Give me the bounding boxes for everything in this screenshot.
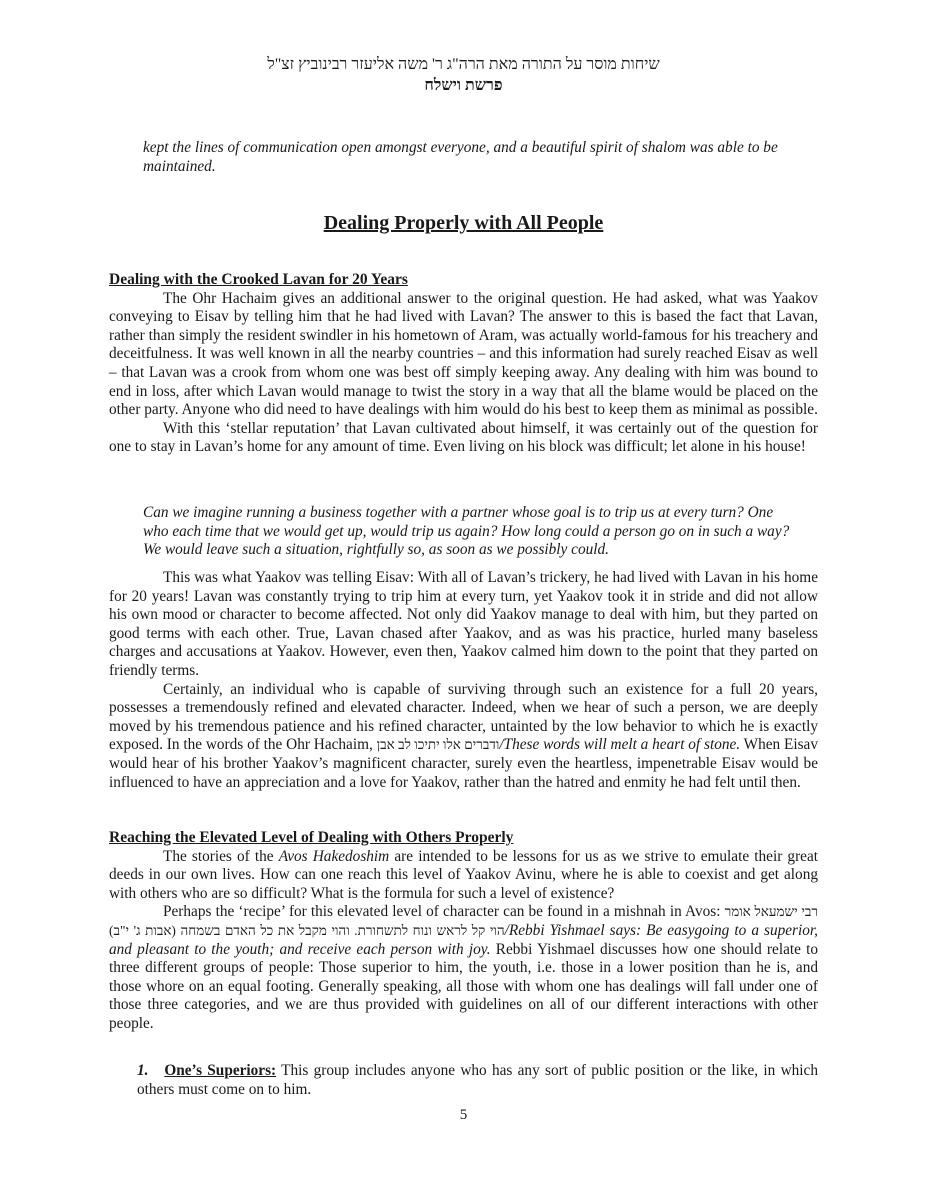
hebrew-quote: רבי ישמעאל אומר הוי קל לראש ונוח לתשחורת. והוי מקבל את כל האדם בשמחה (אבות ג' י"ב) bbox=[109, 904, 818, 938]
section-heading: Dealing with the Crooked Lavan for 20 Years bbox=[109, 271, 408, 288]
text: Perhaps the ‘recipe’ for this elevated level of character can be found in a mishnah in Avos: bbox=[163, 903, 725, 921]
list-label: One’s Superiors: bbox=[164, 1062, 277, 1079]
running-header-parsha: פרשת וישלח bbox=[424, 77, 503, 94]
paragraph bbox=[109, 903, 818, 1033]
list-text: This group includes anyone who has any sort of public position or the like, in which others must come on to him. bbox=[137, 1062, 818, 1098]
text-italic: Avos Hakedoshim bbox=[278, 847, 390, 865]
running-header-author: שיחות מוסר על התורה מאת הרה"ג ר' משה אליעזר רבינוביץ זצ"ל bbox=[267, 56, 660, 73]
translation: /Rebbi Yishmael says: Be easygoing to a superior, and pleasant to the youth; and receive each person with joy. bbox=[109, 921, 818, 958]
paragraph: With this ‘stellar reputation’ that Lavan cultivated about himself, it was certainly out of the question for one to stay in Lavan’s home for any amount of time. Even living on his block was difficult; let alone in his house! bbox=[109, 419, 818, 456]
page-number: 5 bbox=[459, 1107, 468, 1123]
text: Rebbi Yishmael discusses how one should relate to three different groups of people: Those superior to him, the youth, i.e. those in a lower position than he is, and those whore on an equal footing. Generally speaking, all those with whom one has dealings will fall under one of those three categories, and we are thus provided with guidelines on all of our different interactions with other people. bbox=[109, 940, 818, 1032]
text: Certainly, an individual who is capable of surviving through such an existence for a full 20 years, possesses a tremendously refined and elevated character. Indeed, when we hear of such a person, we are deeply moved by his tremendous patience and his refined character, untainted by the low behavior to which he is exactly exposed. In the words of the Ohr Hachaim, bbox=[109, 680, 818, 754]
paragraph bbox=[109, 848, 818, 904]
text: When Eisav would hear of his brother Yaakov’s magnificent character, surely even the heartless, impenetrable Eisav would be influenced to have an appreciation and a love for Yaakov, rather than the hatred and enmity he had felt until then. bbox=[109, 736, 818, 791]
paragraph bbox=[109, 681, 818, 793]
intro-quote: kept the lines of communication open amongst everyone, and a beautiful spirit of shalom was able to be maintained. bbox=[143, 139, 778, 175]
block-quote: Can we imagine running a business together with a partner whose goal is to trip us at every turn? One who each time that we would get up, would trip us again? How long could a person go on in such a way? We would leave such a situation, rightfully so, as soon as we possibly could. bbox=[143, 504, 790, 559]
paragraph: This was what Yaakov was telling Eisav: With all of Lavan’s trickery, he had lived with Lavan in his home for 20 years! Lavan was constantly trying to trip him at every turn, yet Yaakov took it in stride and did not allow his own mood or character to become affected. Not only did Yaakov manage to deal with him, but they parted on good terms with each other. True, Lavan chased after Yaakov, and as was his practice, hurled many baseless charges and accusations at Yaakov. However, even then, Yaakov calmed him down to the point that they parted on friendly terms. bbox=[109, 569, 818, 679]
hebrew-quote: ודברים אלו יתיכו לב אבן bbox=[376, 737, 500, 753]
translation: /These words will melt a heart of stone. bbox=[499, 736, 741, 754]
list-item bbox=[137, 1062, 818, 1099]
section-heading: Reaching the Elevated Level of Dealing with Others Properly bbox=[109, 829, 514, 846]
text: are intended to be lessons for us as we strive to emulate their great deeds in our own lives. How can one reach this level of Yaakov Avinu, where he is able to coexist and get along with others who are so difficult? What is the formula for such a level of existence? bbox=[109, 847, 819, 902]
paragraph: The Ohr Hachaim gives an additional answer to the original question. He had asked, what was Yaakov conveying to Eisav by telling him that he had lived with Lavan? The answer to this is based the fact that Lavan, rather than simply the resident swindler in his hometown of Aram, was actually world-famous for his treachery and deceitfulness. It was well known in all the nearby countries – and this information had surely reached Eisav as well – that Lavan was a crook from whom one was best off simply keeping away. Any dealing with him was bound to end in loss, after which Lavan would manage to twist the story in a way that all the blame would be placed on the other party. Anyone who did need to have dealings with him would do his best to keep them as minimal as possible. bbox=[109, 289, 818, 419]
list-number: 1. bbox=[137, 1062, 149, 1079]
section-1 bbox=[109, 271, 818, 457]
section-1-cont bbox=[109, 569, 818, 792]
page-title: Dealing Properly with All People bbox=[323, 212, 604, 234]
text: The stories of the bbox=[163, 847, 279, 865]
section-2 bbox=[109, 829, 818, 1034]
